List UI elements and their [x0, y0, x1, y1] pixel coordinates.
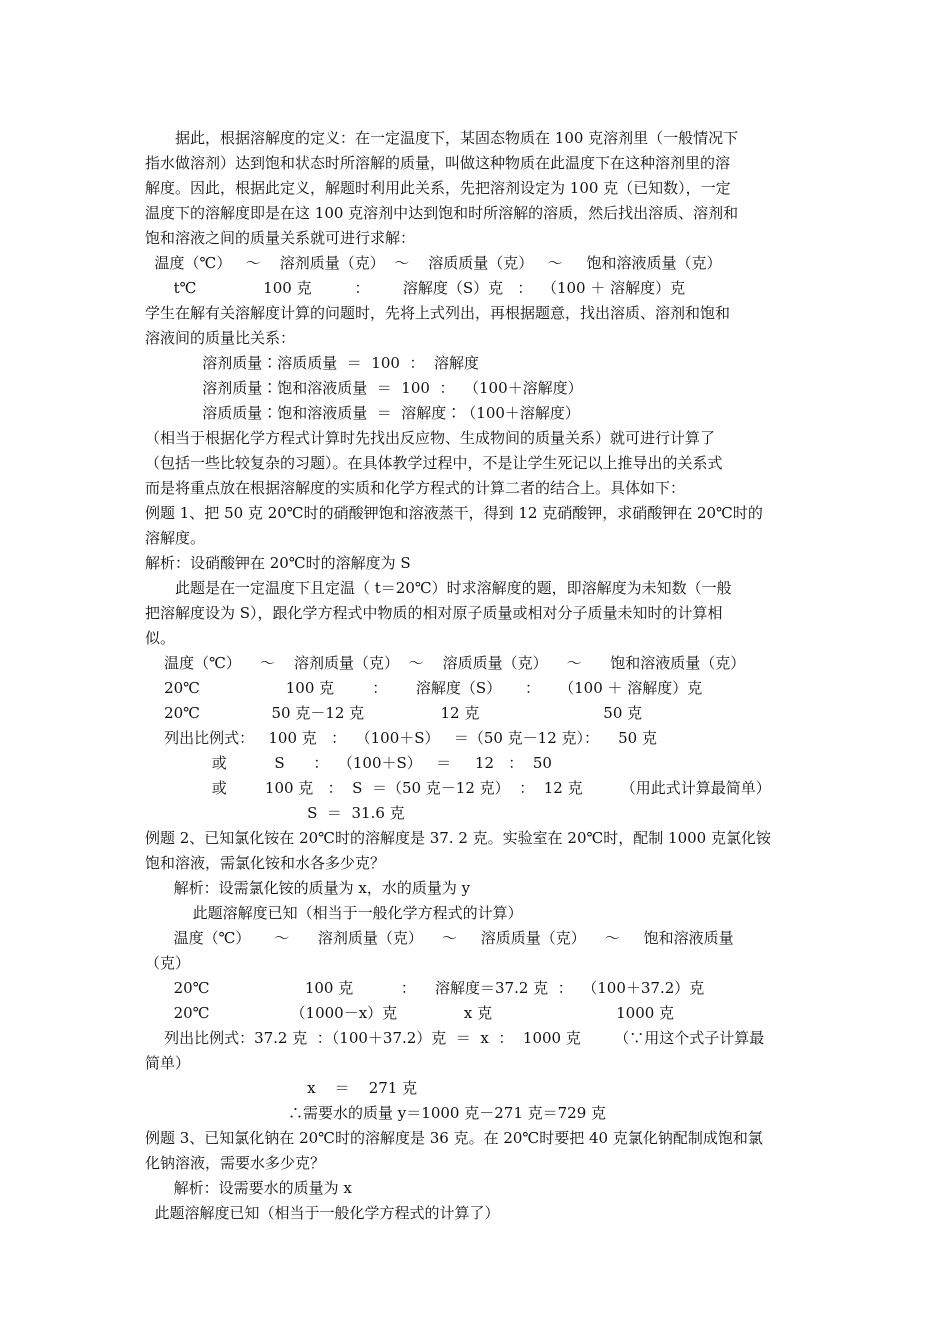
text-line: 解析：设需氯化铵的质量为 x，水的质量为 y	[145, 879, 471, 897]
text-line: 饱和溶液之间的质量关系就可进行求解：	[145, 229, 416, 247]
text-line: 而是将重点放在根据溶解度的实质和化学方程式的计算二者的结合上。具体如下：	[145, 479, 686, 497]
text-line: 例题 1、把 50 克 20℃时的硝酸钾饱和溶液蒸干，得到 12 克硝酸钾，求硝酸钾在 20℃时的	[145, 504, 763, 522]
text-line: t℃ 100 克 ： 溶解度（S）克 ： （100 ＋ 溶解度）克	[145, 279, 686, 297]
text-line: 例题 3、已知氯化钠在 20℃时的溶解度是 36 克。在 20℃时要把 40 克氯化钠配制成饱和氯	[145, 1129, 763, 1147]
text-line: 据此，根据溶解度的定义：在一定温度下，某固态物质在 100 克溶剂里（一般情况下	[145, 129, 739, 147]
text-line: S ＝ 31.6 克	[145, 804, 405, 822]
text-line: 或 S ： （100＋S） ＝ 12 ： 50	[145, 754, 552, 772]
text-line: 温度（℃） ～ 溶剂质量（克） ～ 溶质质量（克） ～ 饱和溶液质量	[145, 929, 734, 947]
text-line: 溶液间的质量比关系：	[145, 329, 296, 347]
text-line: 指水做溶剂）达到饱和状态时所溶解的质量，叫做这种物质在此温度下在这种溶剂里的溶	[145, 154, 731, 172]
text-line: 20℃ （1000－x）克 x 克 1000 克	[145, 1004, 675, 1022]
text-line: 温度下的溶解度即是在这 100 克溶剂中达到饱和时所溶解的溶质，然后找出溶质、溶剂和	[145, 204, 739, 222]
text-line: 溶质质量∶饱和溶液质量 ＝ 溶解度∶（100＋溶解度）	[145, 404, 580, 422]
text-line: 饱和溶液，需氯化铵和水各多少克？	[145, 854, 386, 872]
text-line: 温度（℃） ～ 溶剂质量（克） ～ 溶质质量（克） ～ 饱和溶液质量（克）	[145, 254, 722, 272]
text-line: 简单）	[145, 1054, 191, 1072]
text-line: （包括一些比较复杂的习题）。在具体教学过程中，不是让学生死记以上推导出的关系式	[145, 454, 723, 472]
text-line: 解度。因此，根据此定义，解题时利用此关系，先把溶剂设定为 100 克（已知数），一定	[145, 179, 731, 197]
text-line: x ＝ 271 克	[145, 1079, 418, 1097]
text-line: 似。	[145, 629, 176, 647]
text-line: 此题溶解度已知（相当于一般化学方程式的计算）	[145, 904, 523, 922]
text-line: 学生在解有关溶解度计算的问题时，先将上式列出，再根据题意，找出溶质、溶剂和饱和	[145, 304, 731, 322]
text-line: 列出比例式： 100 克 ： （100＋S） ＝（50 克－12 克）： 50 克	[145, 729, 657, 747]
text-line: 或 100 克 ： S ＝（50 克－12 克） ： 12 克 （用此式计算最简单）	[145, 779, 771, 797]
text-line: 把溶解度设为 S），跟化学方程式中物质的相对原子质量或相对分子质量未知时的计算相	[145, 604, 723, 622]
text-line: 溶剂质量∶饱和溶液质量 ＝ 100 ： （100＋溶解度）	[145, 379, 583, 397]
text-line: 例题 2、已知氯化铵在 20℃时的溶解度是 37. 2 克。实验室在 20℃时，配制 1000 克氯化铵	[145, 829, 771, 847]
text-line: 此题溶解度已知（相当于一般化学方程式的计算了）	[145, 1204, 500, 1222]
text-line: 溶解度。	[145, 529, 206, 547]
text-line: 20℃ 50 克－12 克 12 克 50 克	[145, 704, 643, 722]
text-line: 化钠溶液，需要水多少克？	[145, 1154, 326, 1172]
text-line: 解析：设硝酸钾在 20℃时的溶解度为 S	[145, 554, 411, 572]
text-line: （克）	[145, 954, 191, 972]
text-line: 溶剂质量∶溶质质量 ＝ 100 ： 溶解度	[145, 354, 479, 372]
text-line: 此题是在一定温度下且定温（ t＝20℃）时求溶解度的题，即溶解度为未知数（一般	[145, 579, 732, 597]
text-line: ∴需要水的质量 y＝1000 克－271 克＝729 克	[145, 1104, 607, 1122]
text-line: 列出比例式：37.2 克 ：（100＋37.2）克 ＝ x ： 1000 克 （∵用这个式子计算最	[145, 1029, 765, 1047]
text-line: 20℃ 100 克 ： 溶解度（S） ： （100 ＋ 溶解度）克	[145, 679, 703, 697]
text-line: 温度（℃） ～ 溶剂质量（克） ～ 溶质质量（克） ～ 饱和溶液质量（克）	[145, 654, 746, 672]
text-line: 20℃ 100 克 ： 溶解度＝37.2 克 ： （100＋37.2）克	[145, 979, 705, 997]
text-line: （相当于根据化学方程式计算时先找出反应物、生成物间的质量关系）就可进行计算了	[145, 429, 716, 447]
text-line: 解析：设需要水的质量为 x	[145, 1179, 352, 1197]
